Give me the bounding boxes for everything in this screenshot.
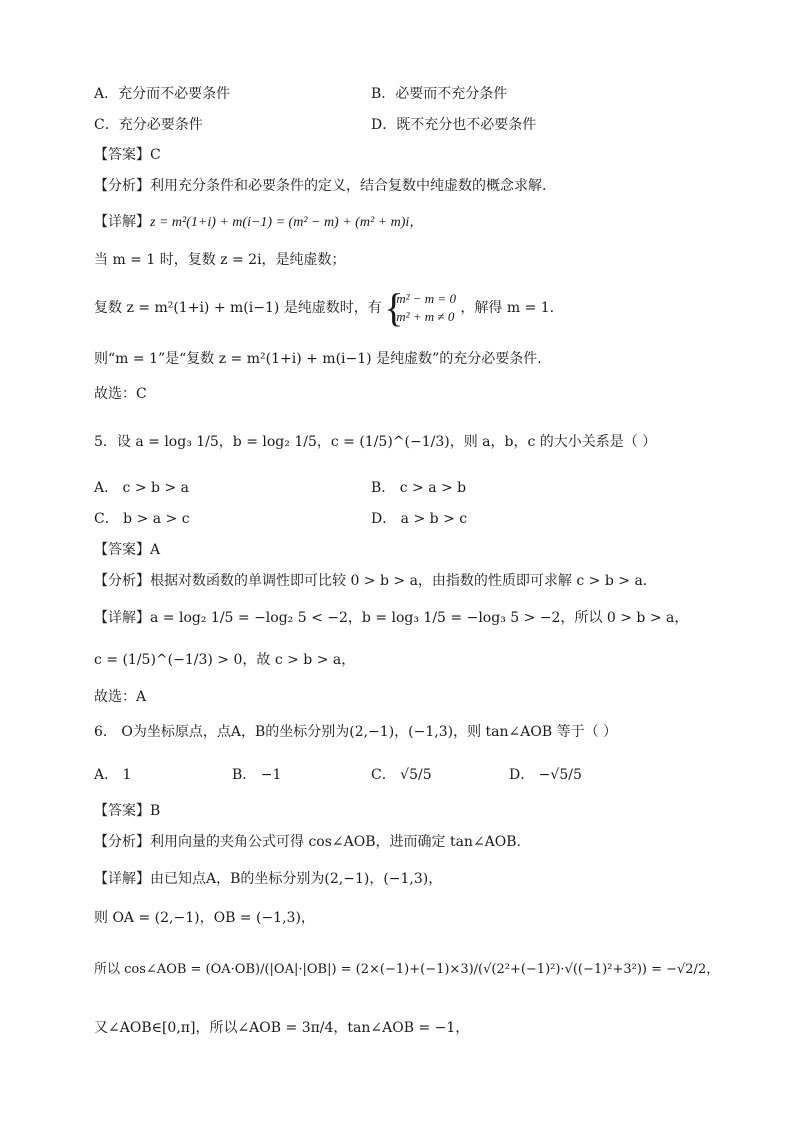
- analysis-tag: 【分析】: [94, 573, 150, 589]
- analysis-tag: 【分析】: [94, 834, 150, 850]
- answer-value: C: [150, 147, 161, 163]
- system-line-1: { m² − m = 0: [396, 291, 456, 306]
- q5-answer: [94, 540, 160, 560]
- q5-option-d: D． a > b > c: [371, 511, 468, 527]
- analysis-text: 利用充分条件和必要条件的定义，结合复数中纯虚数的概念求解.: [150, 178, 547, 194]
- analysis-text: 根据对数函数的单调性即可比较 0 > b > a，由指数的性质即可求解 c > b > a.: [150, 573, 648, 589]
- detail-tag: 【详解】: [94, 871, 150, 887]
- q6-detail-2: 则 OA = (2,−1)，OB = (−1,3)，: [94, 910, 315, 926]
- q4-detail: [94, 212, 423, 233]
- detail-text: 由已知点A，B的坐标分别为(2,−1)，(−1,3)，: [150, 871, 443, 887]
- q4-option-d: D．既不充分也不必要条件: [371, 117, 537, 133]
- q6-answer: [94, 801, 160, 821]
- condition-post: ，解得 m = 1.: [460, 300, 555, 316]
- q6-detail-4: 又∠AOB∈[0,π]，所以∠AOB = 3π/4，tan∠AOB = −1，: [94, 1020, 470, 1036]
- q6-option-c: C． √5/5: [371, 767, 432, 783]
- q4-option-a: A．充分而不必要条件: [94, 86, 231, 102]
- q6-option-d: D． −√5/5: [509, 767, 582, 783]
- analysis-tag: 【分析】: [94, 178, 150, 194]
- q4-condition: [94, 290, 554, 326]
- q6-option-b: B． −1: [232, 767, 282, 783]
- answer-value: B: [150, 803, 161, 819]
- q4-choose: 故选：C: [94, 386, 147, 402]
- q5-choose: 故选：A: [94, 689, 147, 705]
- q5-option-b: B． c > a > b: [371, 480, 467, 496]
- q4-option-b: B．必要而不充分条件: [371, 86, 508, 102]
- detail-tag: 【详解】: [94, 214, 150, 230]
- analysis-text: 利用向量的夹角公式可得 cos∠AOB，进而确定 tan∠AOB.: [150, 834, 522, 850]
- q6-analysis: [94, 832, 521, 852]
- q4-line-m1: 当 m = 1 时，复数 z = 2i，是纯虚数；: [94, 252, 346, 268]
- condition-pre: 复数 z = m²(1+i) + m(i−1) 是纯虚数时，有: [94, 300, 382, 316]
- answer-tag: 【答案】: [94, 542, 150, 558]
- q6-detail-1: [94, 869, 442, 889]
- q5-detail-2: c = (1/5)^(−1/3) > 0，故 c > b > a，: [94, 652, 356, 668]
- detail-equation: z = m²(1+i) + m(i−1) = (m² − m) + (m² + m)i，: [150, 215, 424, 230]
- detail-text: a = log₂ 1/5 = −log₂ 5 < −2，b = log₃ 1/5 = −log₃ 5 > −2，所以 0 > b > a，: [150, 610, 689, 626]
- q5-detail-1: [94, 608, 688, 628]
- q6-detail-3: 所以 cos∠AOB = (OA·OB)/(|OA|·|OB|) = (2×(−1)+(−1)×3)/(√(2²+(−1)²)·√((−1)²+3²)) = −√2/2，: [94, 962, 720, 977]
- answer-tag: 【答案】: [94, 147, 150, 163]
- q4-answer: [94, 145, 161, 165]
- q5-stem: 5．设 a = log₃ 1/5，b = log₂ 1/5，c = (1/5)^(−1/3)，则 a，b，c 的大小关系是（ ）: [94, 434, 657, 450]
- q5-option-a: A． c > b > a: [94, 480, 189, 496]
- q4-option-c: C．充分必要条件: [94, 117, 203, 133]
- q5-option-c: C． b > a > c: [94, 511, 190, 527]
- q4-analysis: [94, 176, 546, 196]
- q6-stem: 6． O为坐标原点，点A，B的坐标分别为(2,−1)，(−1,3)，则 tan∠AOB 等于（ ）: [94, 724, 618, 740]
- answer-tag: 【答案】: [94, 803, 150, 819]
- q5-analysis: [94, 571, 647, 591]
- equation-system: [386, 290, 456, 326]
- answer-value: A: [150, 542, 161, 558]
- detail-tag: 【详解】: [94, 610, 150, 626]
- system-line-2: m² + m ≠ 0: [396, 309, 455, 324]
- q6-option-a: A． 1: [94, 767, 132, 783]
- q4-conclusion: 则“m = 1”是“复数 z = m²(1+i) + m(i−1) 是纯虚数”的充分必要条件.: [94, 351, 542, 367]
